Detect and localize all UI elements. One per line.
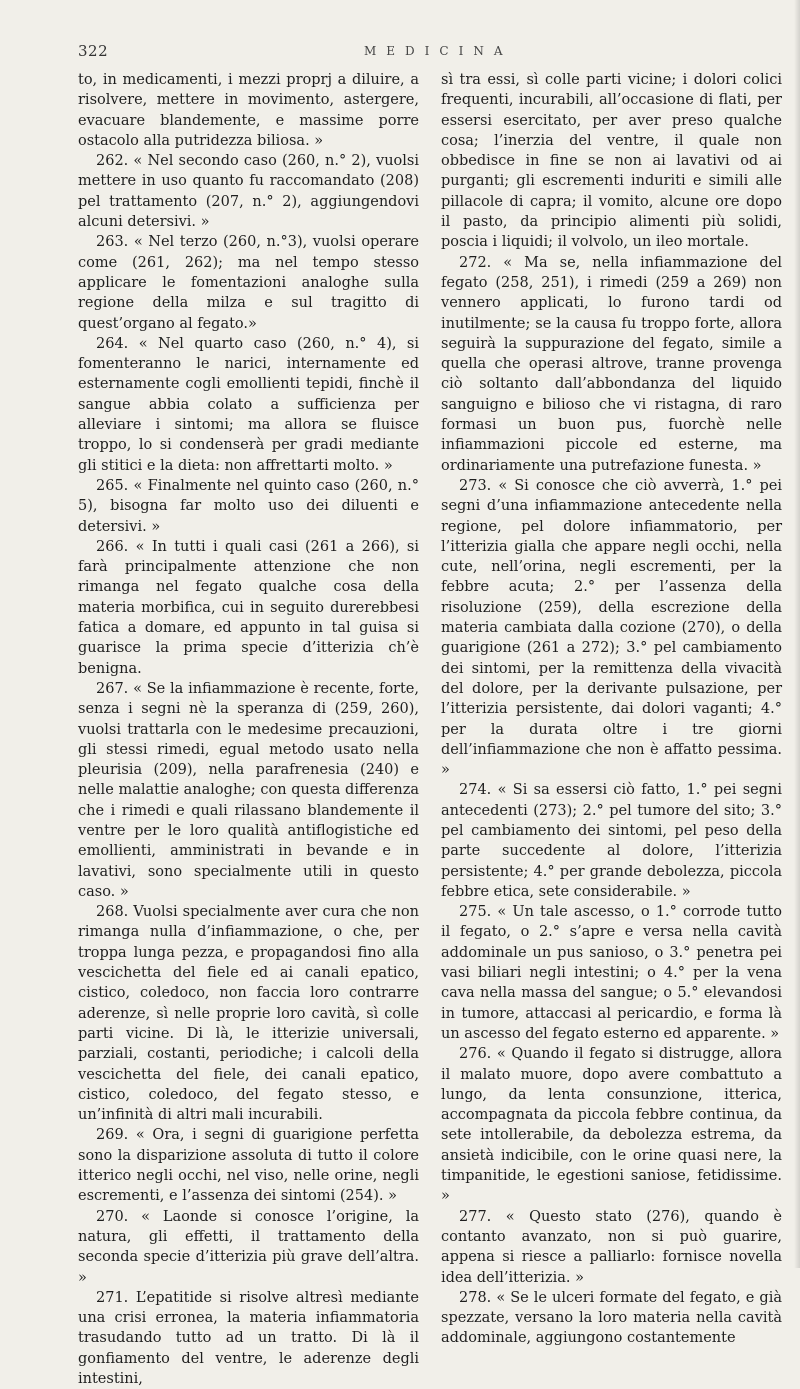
text-columns — [78, 70, 782, 1389]
paragraph: 275. « Un tale ascesso, o 1.° corrode tutto il fegato, o 2.° s’apre e versa nella cavità addominale un pus sanioso, o 3.° penetra pei vasi biliari negli intestini; o 4.° per la vena cava nella massa del sangue; o 5.° elevandosi in tumore, attaccasi al pericardio, e forma là un ascesso del fegato esterno ed apparente. » — [441, 904, 782, 1042]
running-head: MEDICINA — [364, 44, 513, 58]
paragraph: 273. « Si conosce che ciò avverrà, 1.° pei segni d’una infiammazione antecedente nella regione, pel dolore infiammatorio, per l’itterizia gialla che appare negli occhi, nella cute, nell’orina, negli escrementi, per la febbre acuta; 2.° per l’assenza della risoluzione (259), della escrezione della materia cambiata dalla cozione (270), o della guarigione (261 a 272); 3.° pel cambiamento dei sintomi, per la remittenza della vivacità del dolore, per la derivante pulsazione, per l’itterizia persistente, dai dolori vaganti; 4.° per la durata oltre i tre giorni dell’infiammazione che non è affatto pessima. » — [441, 477, 782, 779]
page-header — [78, 42, 782, 70]
paragraph: 262. « Nel secondo caso (260, n.° 2), vuolsi mettere in uso quanto fu raccomandato (208) pel trattamento (207, n.° 2), aggiungendovi alcuni detersivi. » — [78, 153, 419, 231]
paragraph: 265. « Finalmente nel quinto caso (260, n.° 5), bisogna far molto uso dei diluenti e detersivi. » — [78, 477, 419, 535]
scan-edge-shadow — [794, 0, 800, 1268]
page-number: 322 — [78, 42, 109, 60]
paragraph: 276. « Quando il fegato si distrugge, allora il malato muore, dopo avere combattuto a lungo, da lenta consunzione, itterica, accompagnata da piccola febbre continua, da sete intollerabile, da debolezza estrema, da ansietà indicibile, con le orine quasi nere, la timpanitide, le egestioni saniose, fetidissime. » — [441, 1046, 782, 1205]
paragraph: 277. « Questo stato (276), quando è contanto avanzato, non si può guarire, appena si riesce a palliarlo: fornisce novella idea dell’itterizia. » — [441, 1208, 782, 1286]
right-column — [441, 70, 782, 1349]
paragraph: 270. « Laonde si conosce l’origine, la natura, gli effetti, il trattamento della seconda specie d’itterizia più grave dell’altra. » — [78, 1208, 419, 1286]
paragraph: 264. « Nel quarto caso (260, n.° 4), si fomenteranno le narici, internamente ed esternamente cogli emollienti tepidi, finchè il sangue abbia colato a sufficienza per alleviare i sintomi; ma allora se fluisce troppo, lo si condenserà per gradi mediante gli stitici e la dieta: non affrettarti molto. » — [78, 335, 419, 474]
paragraph: to, in medicamenti, i mezzi proprj a diluire, a risolvere, mettere in movimento, astergere, evacuare blandemente, e massime porre ostacolo alla putridezza biliosa. » — [78, 72, 419, 149]
paragraph: 272. « Ma se, nella infiammazione del fegato (258, 251), i rimedi (259 a 269) non vennero applicati, lo furono tardi od inutilmente; se la causa fu troppo forte, allora seguirà la suppurazione del fegato, simile a quella che operasi altrove, tranne provenga ciò soltanto dall’abbondanza del liquido sanguigno e bilioso che vi ristagna, di raro formasi un buon pus, fuorchè nelle infiammazioni piccole ed esterne, ma ordinariamente una putrefazione funesta. » — [441, 254, 782, 474]
paragraph: sì tra essi, sì colle parti vicine; i dolori colici frequenti, incurabili, all’occasione di flati, per essersi esercitato, per aver preso qualche cosa; l’inerzia del ventre, il quale non obbedisce in fine se non ai lavativi od ai purganti; gli escrementi induriti e simili alle pillacole di capra; il vomito, alcune ore dopo il pasto, da principio alimenti più solidi, poscia i liquidi; il volvolo, un ileo mortale. — [441, 72, 782, 251]
paragraph: 268. Vuolsi specialmente aver cura che non rimanga nulla d’infiammazione, o che, per troppa lunga pezza, e propagandosi fino alla vescichetta del fiele ed ai canali epatico, cistico, coledoco, non faccia loro contrarre aderenze, sì nelle proprie loro cavità, sì colle parti vicine. Di là, le itterizie universali, parziali, costanti, periodiche; i calcoli della vescichetta del fiele, dei canali epatico, cistico, coledoco, del fegato stesso, e un’infinità di altri mali incurabili. — [78, 904, 419, 1124]
paragraph: 267. « Se la infiammazione è recente, forte, senza i segni nè la speranza di (259, 260), vuolsi trattarla con le medesime precauzioni, gli stessi rimedi, egual metodo usato nella pleurisia (209), nella parafrenesia (240) e nelle malattie analoghe; con questa differenza che i rimedi e quali rilassano blandemente il ventre per le loro qualità antiflogistiche ed emollienti, amministrati in bevande e in lavativi, sono specialmente utili in questo caso. » — [78, 680, 419, 900]
paragraph: 263. « Nel terzo (260, n.°3), vuolsi operare come (261, 262); ma nel tempo stesso applicare le fomentazioni analoghe sulla regione della milza e sul tragitto di quest’organo al fegato.» — [78, 234, 419, 332]
paragraph: 278. « Se le ulceri formate del fegato, e già spezzate, versano la loro materia nella cavità addominale, aggiungono costantemente — [441, 1289, 782, 1347]
paragraph: 266. « In tutti i quali casi (261 a 266), si farà principalmente attenzione che non rimanga nel fegato qualche cosa della materia morbifica, cui in seguito durerebbesi fatica a domare, ed appunto in tal guisa si guarisce la prima specie d’itterizia ch’è benigna. — [78, 538, 419, 677]
paragraph: 269. « Ora, i segni di guarigione perfetta sono la disparizione assoluta di tutto il colore itterico negli occhi, nel viso, nelle orine, negli escrementi, e l’assenza dei sintomi (254). » — [78, 1127, 419, 1205]
paragraph: 271. L’epatitide si risolve altresì mediante una crisi erronea, la materia infiammatoria trasudando tutto ad un tratto. Di là il gonfiamento del ventre, le aderenze degli intestini, — [78, 1289, 419, 1387]
paragraph: 274. « Si sa essersi ciò fatto, 1.° pei segni antecedenti (273); 2.° pel tumore del sito; 3.° pel cambiamento dei sintomi, pel peso della parte succedente al dolore, l’itterizia persistente; 4.° per grande debolezza, piccola febbre etica, sete considerabile. » — [441, 782, 782, 900]
left-column — [78, 70, 419, 1389]
